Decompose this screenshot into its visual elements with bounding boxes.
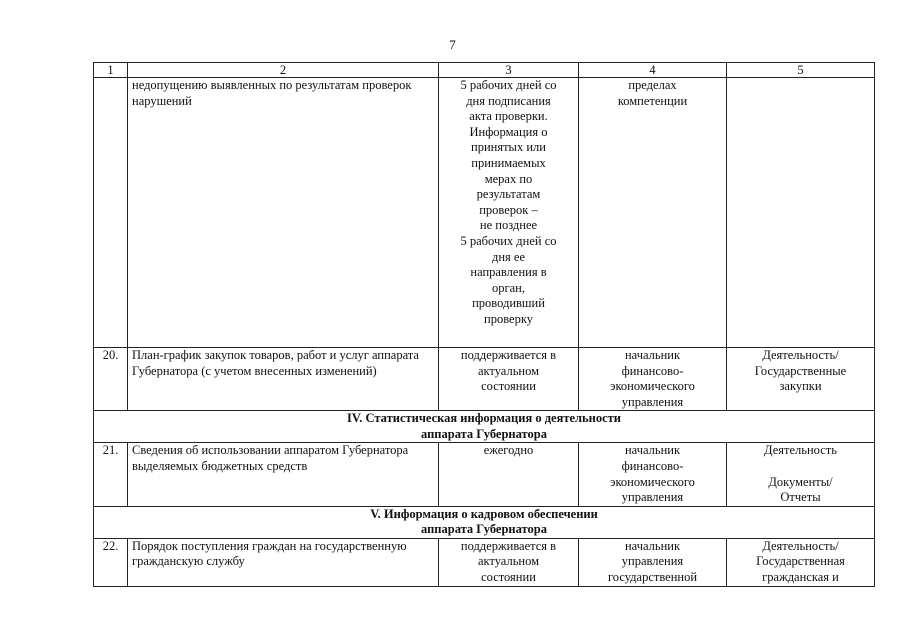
section-line: Деятельность/	[762, 348, 839, 362]
table-row-continuation	[94, 78, 875, 348]
section-heading-v	[94, 506, 875, 538]
period-line: дня подписания	[466, 93, 551, 108]
row-description: Порядок поступления граждан на государственную гражданскую службу	[128, 538, 439, 586]
row-period	[439, 348, 579, 411]
row-description: Сведения об использовании аппаратом Губернатора выделяемых бюджетных средств	[128, 443, 439, 506]
table-row-20	[94, 348, 875, 411]
period-line: акта проверки.	[469, 109, 548, 124]
section-heading-line: аппарата Губернатора	[421, 522, 547, 537]
period-line: результатам	[476, 187, 541, 202]
header-col-3: 3	[439, 63, 579, 78]
section-spacer	[731, 459, 870, 475]
section-line: гражданская и	[762, 569, 839, 584]
responsible-line: компетенции	[617, 93, 688, 108]
row-period-cell	[439, 78, 579, 348]
section-heading-line: аппарата Губернатора	[421, 426, 547, 441]
responsible-line: пределах	[628, 78, 677, 92]
period-line: состоянии	[481, 569, 536, 584]
section-heading-line: IV. Статистическая информация о деятельности	[347, 411, 621, 426]
row-description-cell: недопущению выявленных по результатам проверок нарушений	[128, 78, 439, 348]
document-table	[93, 62, 875, 587]
period-line: состоянии	[481, 379, 536, 394]
header-col-1: 1	[94, 63, 128, 78]
section-heading-line: V. Информация о кадровом обеспечении	[370, 506, 598, 521]
responsible-line: государственной	[607, 569, 698, 584]
section-heading-cell	[94, 506, 875, 538]
header-col-4: 4	[579, 63, 727, 78]
row-site-section	[727, 348, 875, 411]
row-number: 22.	[94, 538, 128, 586]
row-responsible	[579, 348, 727, 411]
period-line: направления в	[470, 265, 547, 280]
section-line: Государственные	[754, 363, 847, 378]
period-line: проводивший	[472, 296, 545, 311]
section-heading-cell	[94, 411, 875, 443]
section-heading-iv	[94, 411, 875, 443]
period-line: поддерживается в	[460, 348, 557, 362]
row-responsible	[579, 538, 727, 586]
row-site-section	[727, 443, 875, 506]
row-period	[439, 443, 579, 506]
responsible-line: управления	[621, 490, 684, 505]
row-number: 20.	[94, 348, 128, 411]
period-line: проверок –	[479, 202, 538, 217]
table-row-22	[94, 538, 875, 586]
row-responsible-cell	[579, 78, 727, 348]
period-line: 5 рабочих дней со	[460, 78, 557, 92]
header-col-5: 5	[727, 63, 875, 78]
row-section-cell	[727, 78, 875, 348]
responsible-line: начальник	[624, 443, 681, 458]
row-number: 21.	[94, 443, 128, 506]
period-line: проверку	[484, 311, 533, 326]
responsible-line: экономического	[610, 474, 695, 489]
table-header-row	[94, 63, 875, 78]
row-description: План-график закупок товаров, работ и услуг аппарата Губернатора (с учетом внесенных изменений)	[128, 348, 439, 411]
responsible-line: экономического	[610, 379, 695, 394]
period-line: дня ее	[491, 249, 526, 264]
period-line: орган,	[492, 280, 525, 295]
table-row-21	[94, 443, 875, 506]
header-col-2: 2	[128, 63, 439, 78]
period-line: принимаемых	[471, 155, 546, 170]
responsible-line: управления	[621, 554, 684, 569]
row-period	[439, 538, 579, 586]
section-line: Государственная	[756, 554, 845, 569]
section-line: Деятельность	[764, 443, 837, 458]
period-line: принятых или	[471, 140, 546, 155]
row-number-cell	[94, 78, 128, 348]
row-responsible	[579, 443, 727, 506]
section-line: Документы/	[768, 474, 833, 489]
responsible-line: начальник	[624, 538, 681, 553]
responsible-line: финансово-	[621, 363, 684, 378]
section-line: закупки	[779, 379, 822, 394]
period-line: ежегодно	[483, 443, 534, 458]
responsible-line: финансово-	[621, 458, 684, 473]
period-line: актуальном	[477, 363, 540, 378]
section-line: Деятельность/	[762, 538, 839, 553]
period-line: 5 рабочих дней со	[460, 233, 557, 248]
period-line: Информация о	[469, 124, 548, 139]
period-line: актуальном	[477, 554, 540, 569]
period-line: не позднее	[479, 218, 538, 233]
page-number: 7	[449, 37, 456, 52]
period-line: мерах по	[484, 171, 533, 186]
responsible-line: начальник	[624, 348, 681, 362]
section-line: Отчеты	[780, 490, 821, 505]
period-line: поддерживается в	[460, 538, 557, 553]
row-site-section	[727, 538, 875, 586]
responsible-line: управления	[621, 394, 684, 409]
